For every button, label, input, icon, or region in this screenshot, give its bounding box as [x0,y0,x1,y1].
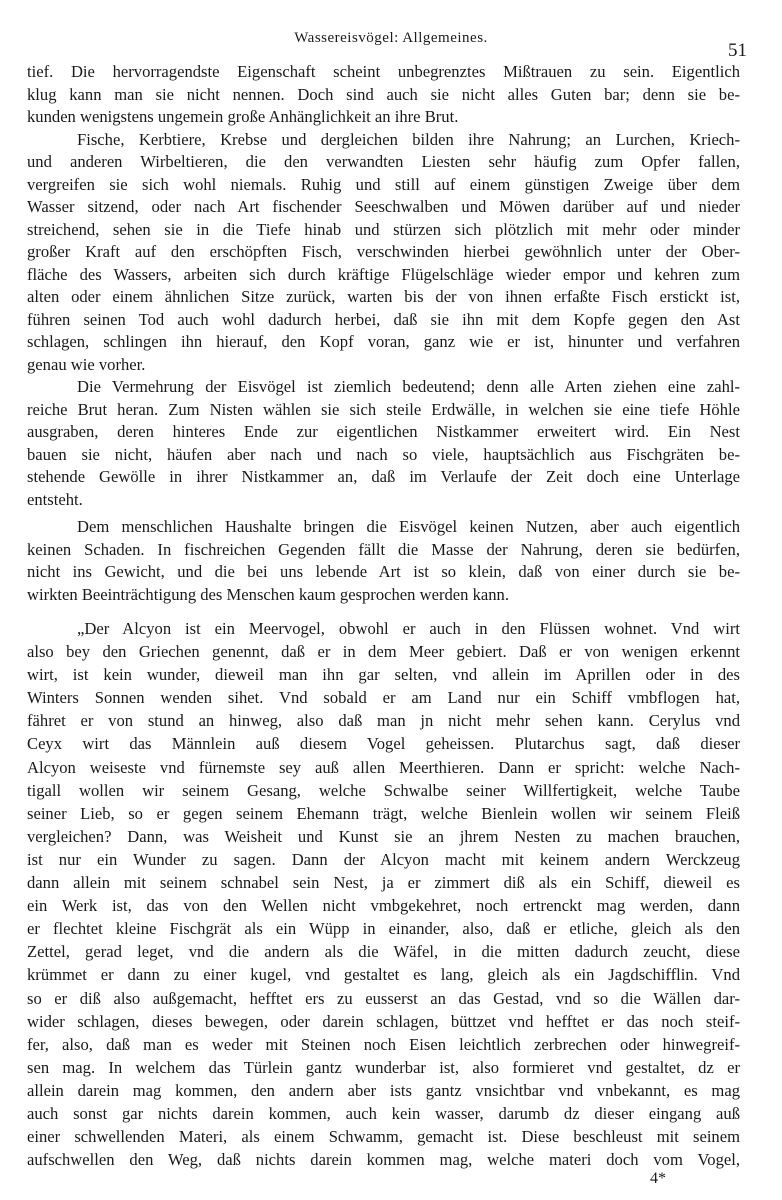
text-line: ist nur ein Wunder zu sagen. Dann der Alcyon macht mit keinem andern Werckzeug [27,849,740,869]
text-line: wider schlagen, dieses bewegen, oder darein schlagen, büttzet vnd hefftet er das noch steif- [27,1011,740,1031]
text-line: klug kann man sie nicht nennen. Doch sind auch sie nicht alles Guten bar; denn sie be- [27,84,740,104]
text-line: alten oder einem ähnlichen Sitze zurück, warten bis der von ihnen erfaßte Fisch erstickt ist, [27,287,740,306]
text-line: reiche Brut heran. Zum Nisten wählen sie sich steile Erdwälle, in welchen sie eine tiefe Höhle [27,399,740,419]
text-line: wirt, ist kein wunder, dieweil man ihn gar selten, vnd allein im Aprillen oder in des [27,665,740,685]
text-line: sen mag. In welchem das Türlein gantz wunderbar ist, also formieret vnd gestaltet, dz er [27,1057,740,1077]
text-line: also bey den Griechen genennt, daß er in dem Meer gebiert. Daß er von wenigen erkennt [27,642,740,662]
text-line: ausgraben, deren hinteres Ende zur eigentlichen Nistkammer erweitert wird. Ein Nest [27,422,740,441]
paragraph [27,61,740,129]
text-line: Wasser sitzend, oder nach Art fischender Seeschwalben und Möwen darüber auf und nieder [27,197,740,216]
text-line: Ceyx wirt das Männlein auß diesem Vogel geheissen. Plutarchus sagt, daß dieser [27,734,740,754]
running-head-title: Wassereisvögel: Allgemeines. [294,30,488,46]
paragraph [27,129,740,377]
paragraph [27,376,740,511]
text-line: allein darein mag kommen, den andern aber ists gantz vnsichtbar vnd vnbekannt, es mag [27,1080,740,1100]
text-line: tigall wollen wir seinem Gesang, welche Schwalbe seiner Willfertigkeit, welche Taube [27,780,740,800]
paragraph [27,516,740,606]
text-line: vergreifen sie sich wohl niemals. Ruhig und still auf einem günstigen Zweige über dem [27,174,740,194]
text-line: bauen sie nicht, häufen aber nach und nach so viele, hauptsächlich aus Fischgräten be- [27,444,740,464]
text-line: auch sonst gar nichts darein kommen, auch kein wasser, darumb dz dieser eingang auß [27,1103,740,1123]
text-line: Dem menschlichen Haushalte bringen die Eisvögel keinen Nutzen, aber auch eigentlich [77,517,740,536]
text-line: einer schwellenden Materi, als einem Schwamm, gemacht ist. Diese beschleust mit seinem [27,1127,740,1147]
text-line: Alcyon weiseste vnd fürnemste sey auß allen Meerthieren. Dann er spricht: welche Nach- [27,757,740,777]
text-line: entsteht. [27,489,83,509]
text-line: wirkten Beeinträchtigung des Menschen kaum gesprochen werden kann. [27,584,509,604]
text-line: vergleichen? Dann, was Weisheit und Kunst sie an jhrem Nesten zu machen brauchen, [27,826,740,846]
text-line: führen seinen Tod auch wohl dadurch herbei, daß sie ihn mit dem Kopfe gegen den Ast [27,309,740,329]
text-line: schlagen, schlingen ihn hierauf, den Kopf voran, ganz wie er ist, hinunter und verfahren [27,332,740,351]
text-line: stehende Gewölle in ihrer Nistkammer an, daß im Verlaufe der Zeit doch eine Unterlage [27,467,740,486]
text-line: fer, also, daß man es weder mit Steinen noch Eisen leichtlich zerbrechen oder hinwegreif- [27,1034,740,1054]
paragraph [27,617,740,1171]
text-line: genau wie vorher. [27,354,146,374]
text-line: aufschwellen den Weg, daß nichts darein kommen mag, welche materi doch vom Vogel, [27,1150,740,1170]
text-line: „Der Alcyon ist ein Meervogel, obwohl er auch in den Flüssen wohnet. Vnd wirt [77,619,740,638]
page-number: 51 [728,40,747,61]
text-line: fähret er von stund an hinweg, also daß man jn nicht mehr sehen kann. Cerylus vnd [27,711,740,731]
text-line: nicht ins Gewicht, und die bei uns lebende Art ist so klein, daß von einer durch sie be- [27,562,740,581]
text-line: Die Vermehrung der Eisvögel ist ziemlich bedeutend; denn alle Arten ziehen eine zahl- [77,377,740,396]
text-line: Fische, Kerbtiere, Krebse und dergleichen bilden ihre Nahrung; an Lurchen, Kriech- [77,129,740,149]
body-text [27,61,740,1171]
text-line: er flechtet kleine Fischgrät als ein Wüpp in einander, also, daß er etliche, gleich als den [27,919,740,939]
text-line: so er diß also außgemacht, hefftet ers zu eusserst an das Gestad, vnd so die Wällen dar- [27,988,740,1008]
text-line: krümmet er dann zu einer kugel, vnd gestaltet es lang, gleich als ein Jagdschifflin. Vnd [27,965,740,985]
text-line: keinen Schaden. In fischreichen Gegenden fällt die Masse der Nahrung, deren sie bedürfen, [27,539,740,559]
text-line: seiner Lieb, so er gegen seinem Ehemann trägt, welche Bienlein wollen wir seinem Fleiß [27,803,740,823]
text-line: und anderen Wirbeltieren, die den verwandten Liesten sehr häufig zum Opfer fallen, [27,152,740,171]
text-line: ein Werk ist, das von den Wellen nicht vmbgekehret, noch ertrenckt mag werden, dann [27,896,740,916]
text-line: tief. Die hervorragendste Eigenschaft scheint unbegrenztes Mißtrauen zu sein. Eigentlich [27,62,740,81]
text-line: dann allein mit seinem schnabel sein Nest, ja er zimmert diß als ein Schiff, dieweil es [27,873,740,893]
text-line: großer Kraft auf den erschöpften Fisch, verschwinden hierbei gewöhnlich unter der Ober- [27,242,740,261]
text-line: Zettel, gerad leget, vnd die andern als die Wäfel, in die mitten dadurch zeucht, diese [27,942,740,962]
text-line: streichend, sehen sie in die Tiefe hinab und stürzen sich plötzlich mit mehr oder minder [27,219,740,239]
signature-mark: 4* [650,1170,666,1187]
text-line: fläche des Wassers, arbeiten sich durch kräftige Flügelschläge wieder empor und kehren zum [27,264,740,284]
text-line: Winters Sonnen wenden sihet. Vnd sobald er am Land nur ein Schiff vmbflogen hat, [27,688,740,708]
text-line: kunden wenigstens ungemein große Anhänglichkeit an ihre Brut. [27,107,459,126]
